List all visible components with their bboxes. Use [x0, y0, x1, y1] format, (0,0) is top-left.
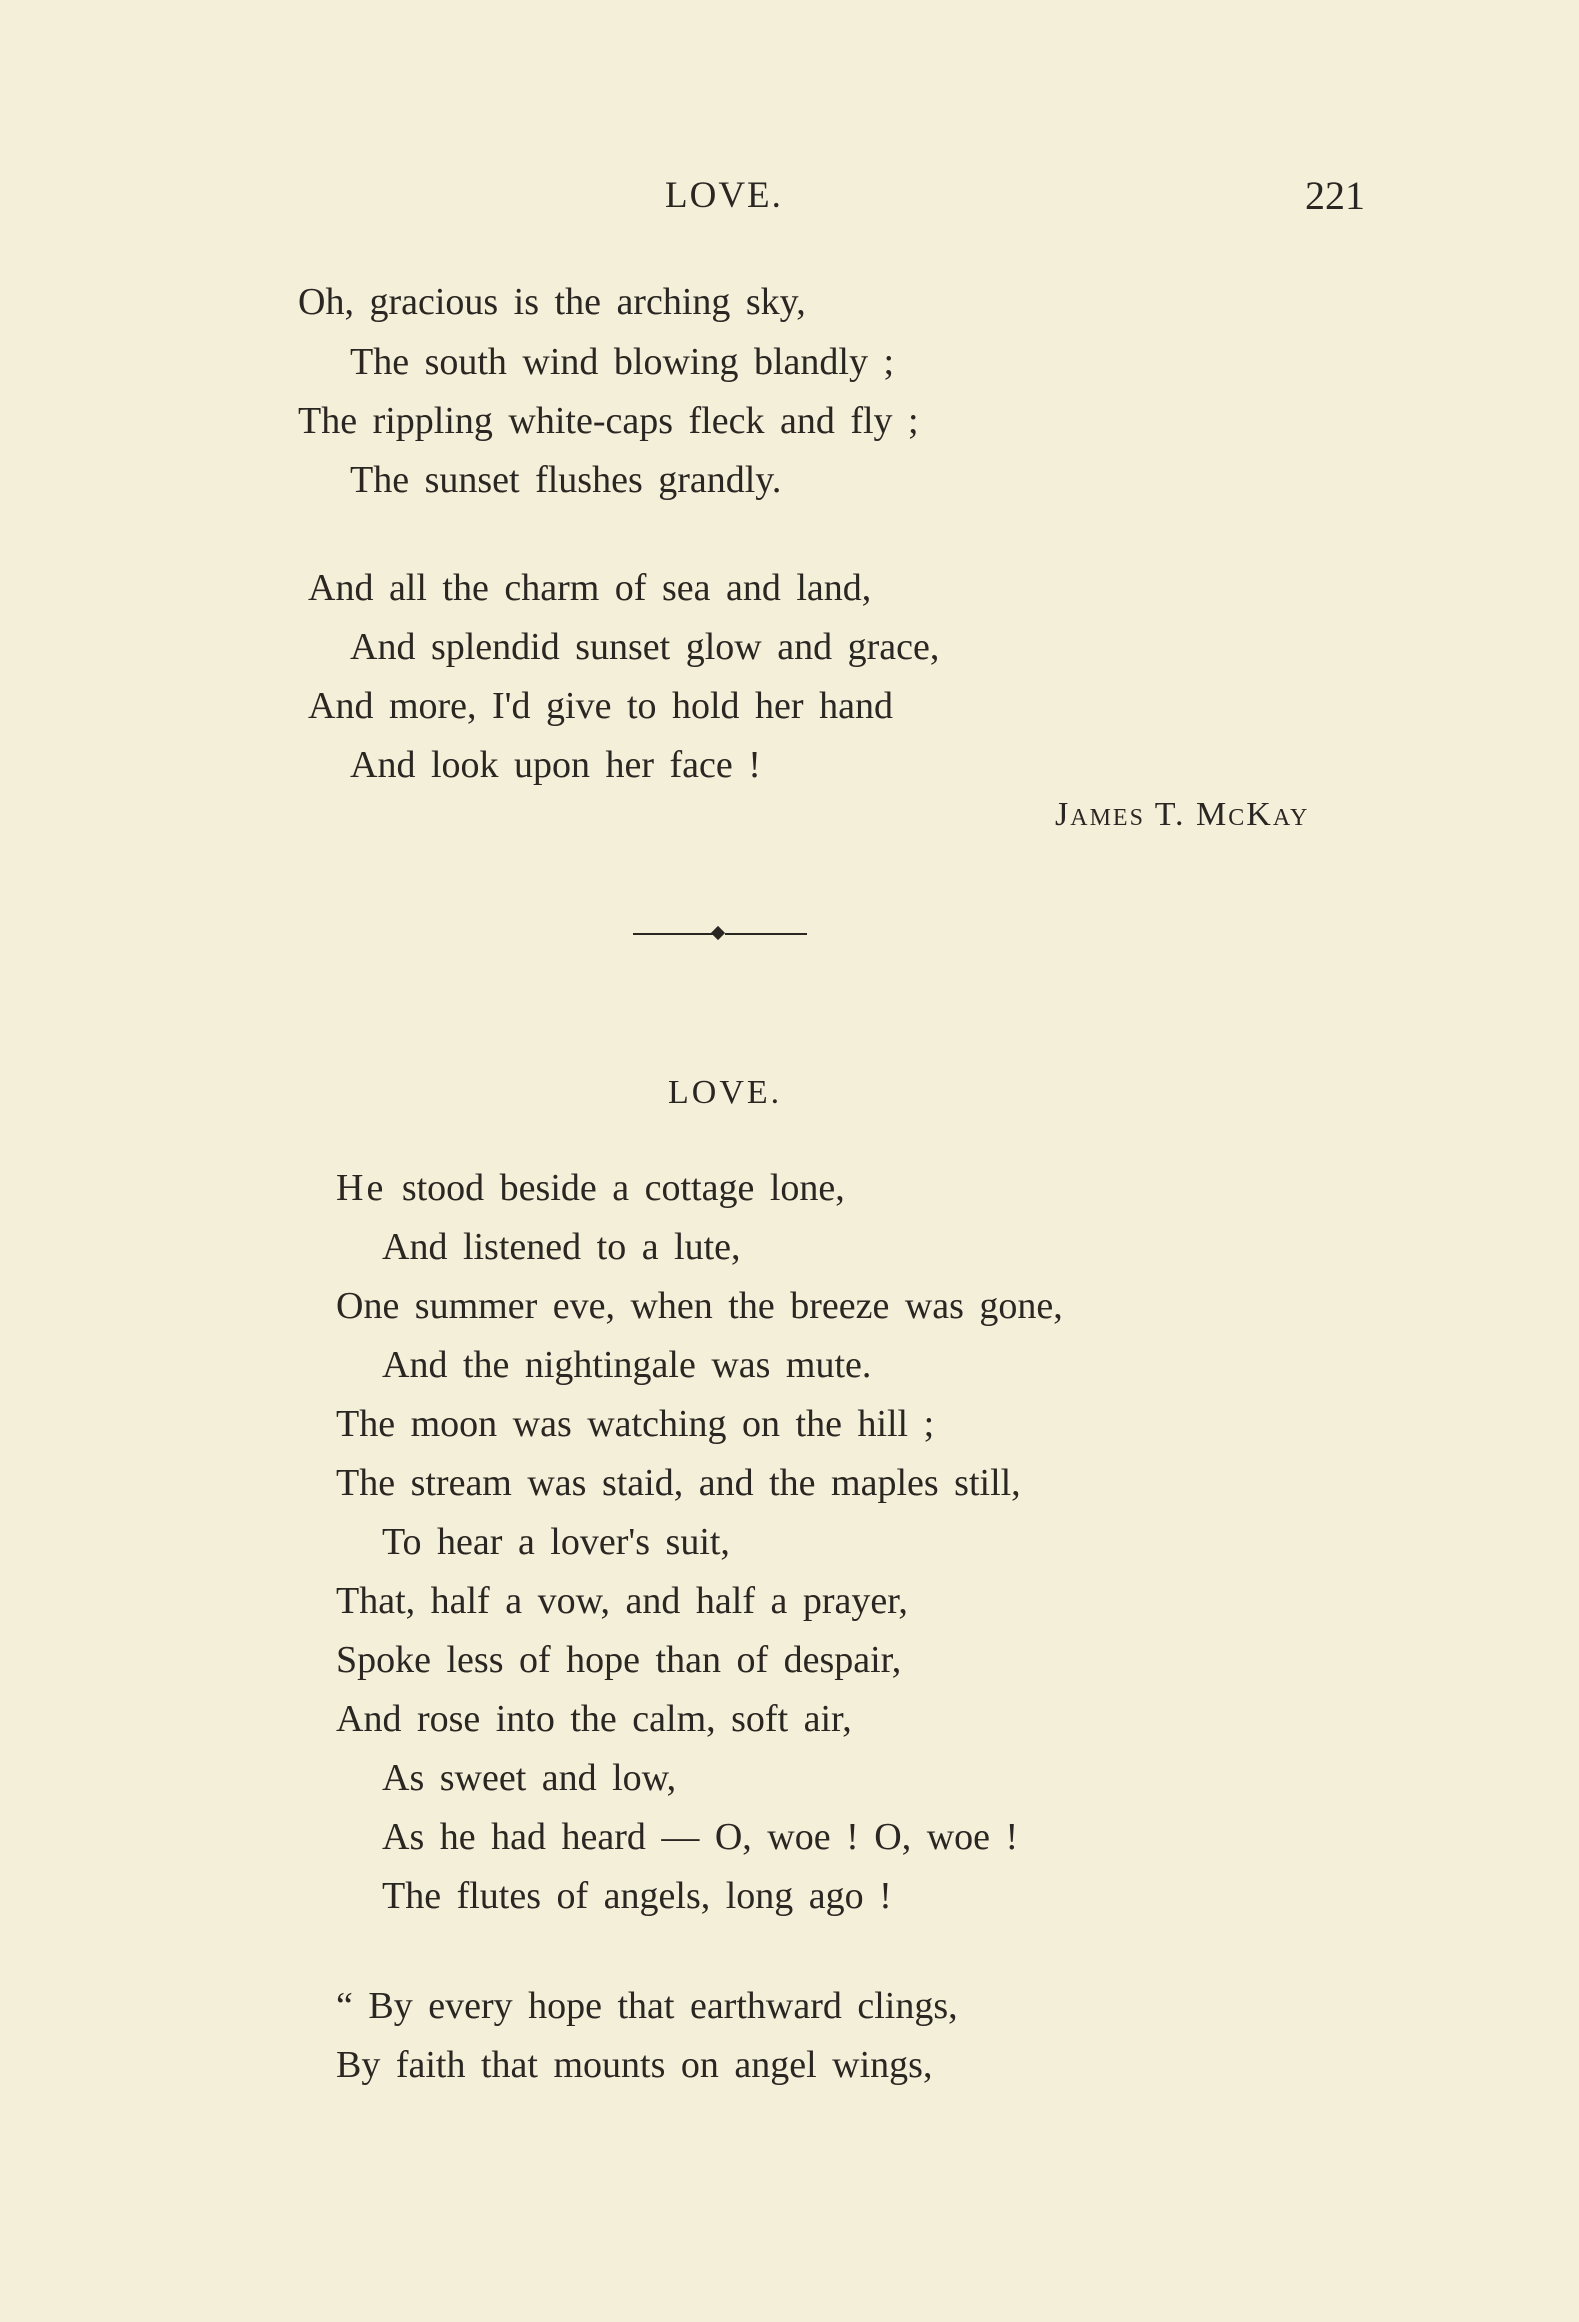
poem-line: The flutes of angels, long ago !: [382, 1875, 892, 1917]
poem-line-rest: stood beside a cottage lone,: [386, 1167, 845, 1209]
poem-line: That, half a vow, and half a prayer,: [336, 1580, 908, 1622]
divider-rule-left: [633, 933, 713, 935]
poem-line: And all the charm of sea and land,: [308, 567, 872, 609]
poem-line: One summer eve, when the breeze was gone,: [336, 1285, 1063, 1327]
poem-line: And the nightingale was mute.: [382, 1344, 872, 1386]
poem-line: And look upon her face !: [350, 744, 761, 786]
divider-diamond-icon: [711, 926, 725, 940]
poem-line: And rose into the calm, soft air,: [336, 1698, 852, 1740]
initial-word: He: [336, 1167, 387, 1209]
poem-line: Spoke less of hope than of despair,: [336, 1639, 902, 1681]
poem-line: Oh, gracious is the arching sky,: [298, 281, 806, 323]
poem-line: And splendid sunset glow and grace,: [350, 626, 940, 668]
poem-line: The rippling white-caps fleck and fly ;: [298, 400, 919, 442]
poem-line-first: [336, 1166, 845, 1210]
poem-line: The moon was watching on the hill ;: [336, 1403, 935, 1445]
poem-line: The stream was staid, and the maples still,: [336, 1462, 1021, 1504]
poem-line: “ By every hope that earthward clings,: [336, 1985, 958, 2027]
poem-line: By faith that mounts on angel wings,: [336, 2044, 933, 2086]
section-divider-ornament: [633, 924, 807, 944]
poem-title: LOVE.: [668, 1074, 783, 1111]
poem-line: And more, I'd give to hold her hand: [308, 685, 893, 727]
poem-line: As he had heard — O, woe ! O, woe !: [382, 1816, 1019, 1858]
poem-attribution: James T. McKay: [1055, 796, 1310, 833]
running-header-title: LOVE.: [665, 175, 783, 216]
page-number: 221: [1305, 173, 1365, 218]
poem-line: The sunset flushes grandly.: [350, 459, 782, 501]
poem-line: To hear a lover's suit,: [382, 1521, 730, 1563]
divider-rule-right: [725, 933, 807, 935]
poem-line: And listened to a lute,: [382, 1226, 741, 1268]
poem-line: As sweet and low,: [382, 1757, 677, 1799]
poem-line: The south wind blowing blandly ;: [350, 341, 895, 383]
